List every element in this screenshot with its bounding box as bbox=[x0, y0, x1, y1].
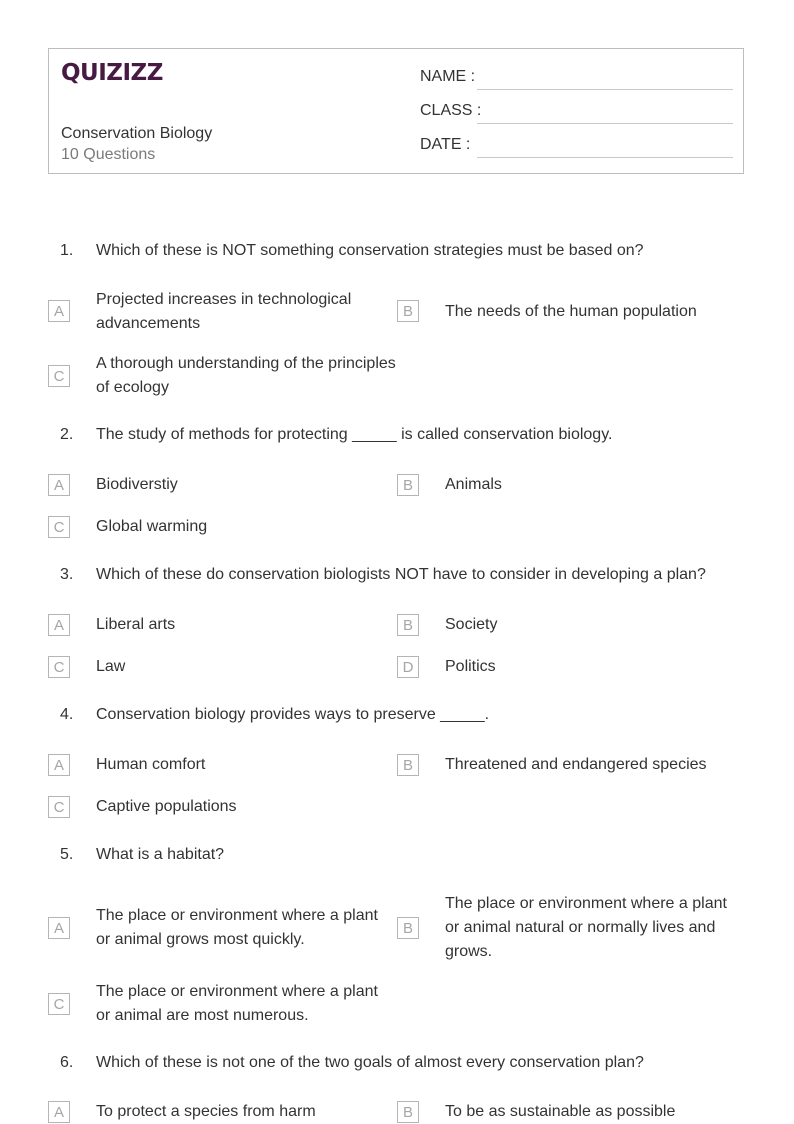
question-text: What is a habitat? bbox=[96, 846, 225, 863]
option-letter-box[interactable]: B bbox=[397, 474, 419, 496]
option-text: Biodiverstiy bbox=[96, 476, 178, 493]
option-text: Law bbox=[96, 658, 126, 675]
option-text: Animals bbox=[445, 476, 502, 493]
option-letter-box[interactable]: B bbox=[397, 917, 419, 939]
option-letter-box[interactable]: A bbox=[48, 917, 70, 939]
name-line[interactable] bbox=[477, 89, 733, 90]
question-number: 5. bbox=[60, 846, 74, 863]
option-text: Politics bbox=[445, 658, 496, 675]
class-label: CLASS : bbox=[420, 102, 482, 119]
option-text: A thorough understanding of the principles of ecology bbox=[96, 355, 396, 396]
option-text: To protect a species from harm bbox=[96, 1103, 316, 1120]
question-number: 1. bbox=[60, 242, 74, 259]
option-letter-box[interactable]: B bbox=[397, 300, 419, 322]
question-text: The study of methods for protecting _____ is called conservation biology. bbox=[96, 426, 613, 443]
date-line[interactable] bbox=[477, 157, 733, 158]
option-letter-box[interactable]: D bbox=[397, 656, 419, 678]
option-letter-box[interactable]: B bbox=[397, 1101, 419, 1123]
question-text: Which of these do conservation biologists NOT have to consider in developing a plan? bbox=[96, 566, 706, 583]
option-letter-box[interactable]: B bbox=[397, 754, 419, 776]
quizizz-logo: QUIZIZZ bbox=[61, 60, 163, 86]
name-label: NAME : bbox=[420, 68, 476, 85]
option-text: The place or environment where a plant or animal grows most quickly. bbox=[96, 907, 378, 948]
date-label: DATE : bbox=[420, 136, 471, 153]
option-letter-box[interactable]: C bbox=[48, 656, 70, 678]
option-text: Human comfort bbox=[96, 756, 206, 773]
option-text: Threatened and endangered species bbox=[445, 756, 707, 773]
option-text: To be as sustainable as possible bbox=[445, 1103, 676, 1120]
option-letter-box[interactable]: A bbox=[48, 614, 70, 636]
option-text: Liberal arts bbox=[96, 616, 176, 633]
question-number: 3. bbox=[60, 566, 74, 583]
question-number: 2. bbox=[60, 426, 74, 443]
option-letter-box[interactable]: A bbox=[48, 300, 70, 322]
question-count: 10 Questions bbox=[61, 146, 156, 163]
option-letter-box[interactable]: A bbox=[48, 1101, 70, 1123]
option-letter-box[interactable]: C bbox=[48, 993, 70, 1015]
question-text: Which of these is NOT something conservation strategies must be based on? bbox=[96, 242, 644, 259]
class-line[interactable] bbox=[477, 123, 733, 124]
question-text: Which of these is not one of the two goals of almost every conservation plan? bbox=[96, 1054, 644, 1071]
option-letter-box[interactable]: A bbox=[48, 754, 70, 776]
option-text: The place or environment where a plant or animal are most numerous. bbox=[96, 983, 378, 1024]
option-text: The place or environment where a plant or animal natural or normally lives and grows. bbox=[445, 895, 727, 960]
option-letter-box[interactable]: C bbox=[48, 516, 70, 538]
option-letter-box[interactable]: B bbox=[397, 614, 419, 636]
question-text: Conservation biology provides ways to preserve _____. bbox=[96, 706, 490, 723]
question-number: 6. bbox=[60, 1054, 74, 1071]
option-text: Global warming bbox=[96, 518, 208, 535]
option-text: Captive populations bbox=[96, 798, 237, 815]
worksheet-header bbox=[48, 48, 744, 174]
option-text: The needs of the human population bbox=[445, 303, 697, 320]
option-text: Society bbox=[445, 616, 498, 633]
option-text: Projected increases in technological advancements bbox=[96, 291, 352, 332]
option-letter-box[interactable]: A bbox=[48, 474, 70, 496]
option-letter-box[interactable]: C bbox=[48, 365, 70, 387]
worksheet-title: Conservation Biology bbox=[61, 125, 213, 142]
question-number: 4. bbox=[60, 706, 74, 723]
option-letter-box[interactable]: C bbox=[48, 796, 70, 818]
